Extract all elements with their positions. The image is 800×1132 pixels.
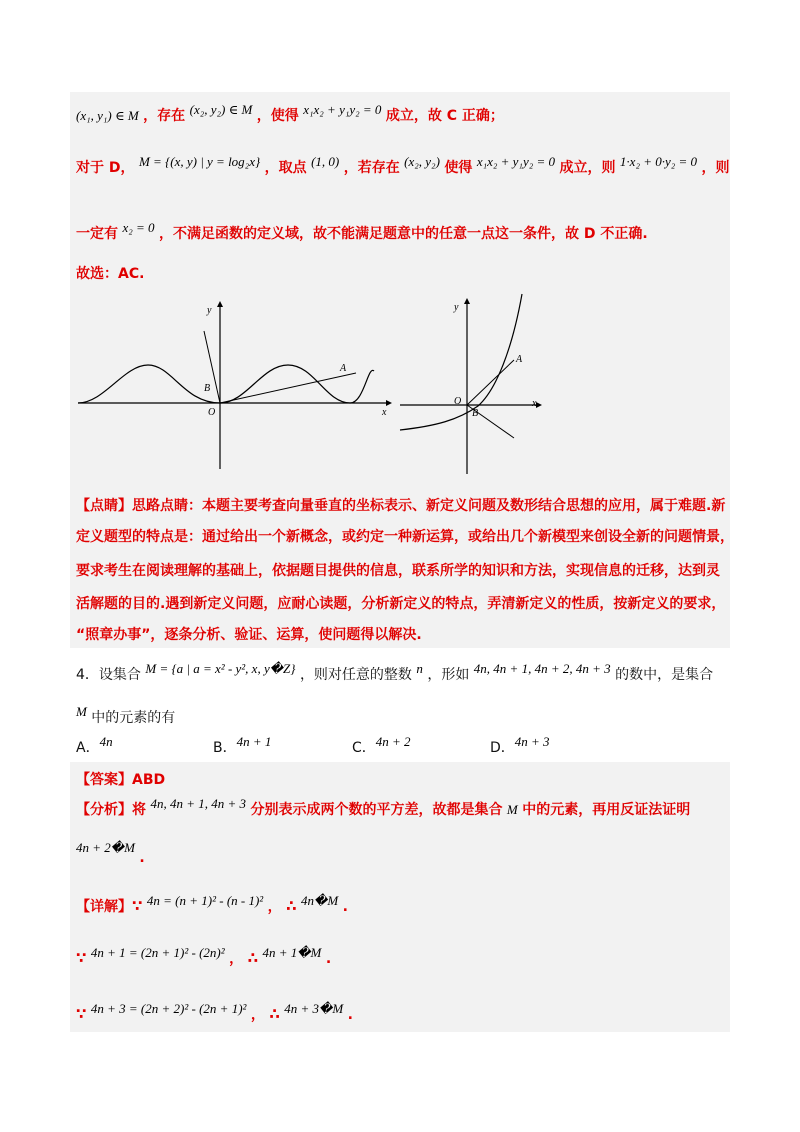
- label-x: x: [382, 407, 387, 418]
- label-o: O: [454, 396, 462, 407]
- solution-choice: 故选：AC.: [76, 266, 145, 282]
- math-x2-zero: x₂ = 0: [122, 220, 155, 235]
- label-b: B: [472, 408, 479, 419]
- comment-line-5: “照章办事”，逐条分析、验证、运算，使问题得以解决.: [76, 627, 422, 643]
- x-axis-arrow: [536, 402, 542, 408]
- math-set-m: M = {a | a = x² - y², x, y�Z}: [145, 661, 296, 676]
- comment-line-3: 要求考生在阅读理解的基础上，依据题目提供的信息，联系所学的知识和方法，实现信息的迁移，达到灵: [76, 563, 720, 579]
- label-o: O: [208, 407, 216, 418]
- line-oa: [467, 360, 514, 405]
- answer: 【答案】ABD: [76, 772, 166, 788]
- label-y: y: [207, 305, 212, 316]
- math-point-x2y2: (x₂, y₂): [404, 154, 440, 169]
- option-b[interactable]: B．4n + 1: [213, 734, 272, 756]
- x-axis-arrow: [386, 400, 392, 406]
- comment-line-4: 活解题的目的.遇到新定义问题，应耐心读题，分析新定义的特点，弄清新定义的性质，按新定义的要求，: [76, 596, 726, 612]
- math-forms: 4n, 4n + 1, 4n + 2, 4n + 3: [473, 661, 611, 676]
- detail-line-3: ∵ 4n + 3 = (2n + 2)² - (2n + 1)² ， ∴ 4n + 3�M .: [76, 1001, 353, 1023]
- math-dot-product: x₁x₂ + y₁y₂ = 0: [303, 102, 382, 117]
- math-n: n: [416, 661, 423, 676]
- graph-sine-curve: [74, 293, 394, 473]
- math-eq-4n1: 4n + 1 = (2n + 1)² - (2n)²: [90, 945, 225, 960]
- label-a: A: [516, 354, 523, 365]
- detail-line-2: ∵ 4n + 1 = (2n + 1)² - (2n)² ， ∴ 4n + 1�M .: [76, 945, 332, 967]
- math-res-4n1: 4n + 1�M: [262, 945, 322, 960]
- y-axis-arrow: [464, 298, 470, 304]
- analysis-line-2: 4n + 2�M .: [76, 840, 145, 866]
- solution-line-3: 一定有 x₂ = 0 ，不满足函数的定义域，故不能满足题意中的任意一点这一条件，故 D 不正确.: [76, 220, 648, 242]
- exponential-curve: [400, 294, 522, 430]
- option-c[interactable]: C．4n + 2: [352, 734, 411, 756]
- label-a: A: [340, 363, 347, 374]
- math-eq-4n: 4n = (n + 1)² - (n - 1)²: [146, 893, 264, 908]
- math-equation: 1·x₂ + 0·y₂ = 0: [619, 154, 698, 169]
- math-res-4n3: 4n + 3�M: [284, 1001, 344, 1016]
- math-4n2-not-in-m: 4n + 2�M: [76, 840, 135, 855]
- solution-line-1: (x₁, y₁) ∈ M ，存在 (x₂, y₂) ∈ M ，使得 x₁x₂ + y₁y₂ = 0 成立，故 C 正确；: [76, 102, 504, 124]
- graph-exponential-curve: [396, 290, 556, 478]
- detail-line-1: 【详解】∵ 4n = (n + 1)² - (n - 1)² ， ∴ 4n�M .: [76, 893, 348, 915]
- label-b: B: [204, 383, 211, 394]
- analysis-line-1: 【分析】将 4n, 4n + 1, 4n + 3 分别表示成两个数的平方差，故都是集合 M 中的元素，再用反证法证明: [76, 796, 691, 818]
- math-m: M: [76, 704, 87, 719]
- option-d[interactable]: D．4n + 3: [490, 734, 550, 756]
- question-4-stem-2: M 中的元素的有: [76, 704, 176, 726]
- math-point-x2y2: (x₂, y₂) ∈ M: [189, 102, 253, 117]
- math-m: M: [506, 802, 518, 817]
- sine-curve: [78, 365, 374, 403]
- comment-line-1: 【点睛】思路点睛：本题主要考查向量垂直的坐标表示、新定义问题及数形结合思想的应用，属于难题.新: [76, 498, 726, 514]
- math-eq-4n3: 4n + 3 = (2n + 2)² - (2n + 1)²: [90, 1001, 247, 1016]
- math-set-log: M = {(x, y) | y = log₂x}: [138, 154, 261, 169]
- math-forms-three: 4n, 4n + 1, 4n + 3: [150, 796, 246, 811]
- question-4-stem: 4．设集合 M = {a | a = x² - y², x, y�Z} ，则对任意的整数 n ，形如 4n, 4n + 1, 4n + 2, 4n + 3 的数中，是集合: [76, 661, 714, 683]
- solution-line-2: 对于 D， M = {(x, y) | y = log₂x} ，取点 (1, 0) ，若存在 (x₂, y₂) 使得 x₁x₂ + y₁y₂ = 0 成立，则 1·x₂ + 0·y₂ = 0 ，则: [76, 154, 730, 176]
- option-a[interactable]: A．4n: [76, 734, 113, 756]
- math-res-4n: 4n�M: [301, 893, 339, 908]
- comment-line-2: 定义题型的特点是：通过给出一个新概念，或约定一种新运算，或给出几个新模型来创设全新的问题情景，: [76, 529, 734, 545]
- math-point-1-0: (1, 0): [311, 154, 340, 169]
- math-dot-product: x₁x₂ + y₁y₂ = 0: [476, 154, 556, 169]
- label-y: y: [454, 302, 459, 313]
- math-point-x1y1: (x₁, y₁) ∈ M: [76, 108, 139, 123]
- label-x: x: [532, 398, 537, 409]
- y-axis-arrow: [217, 301, 223, 307]
